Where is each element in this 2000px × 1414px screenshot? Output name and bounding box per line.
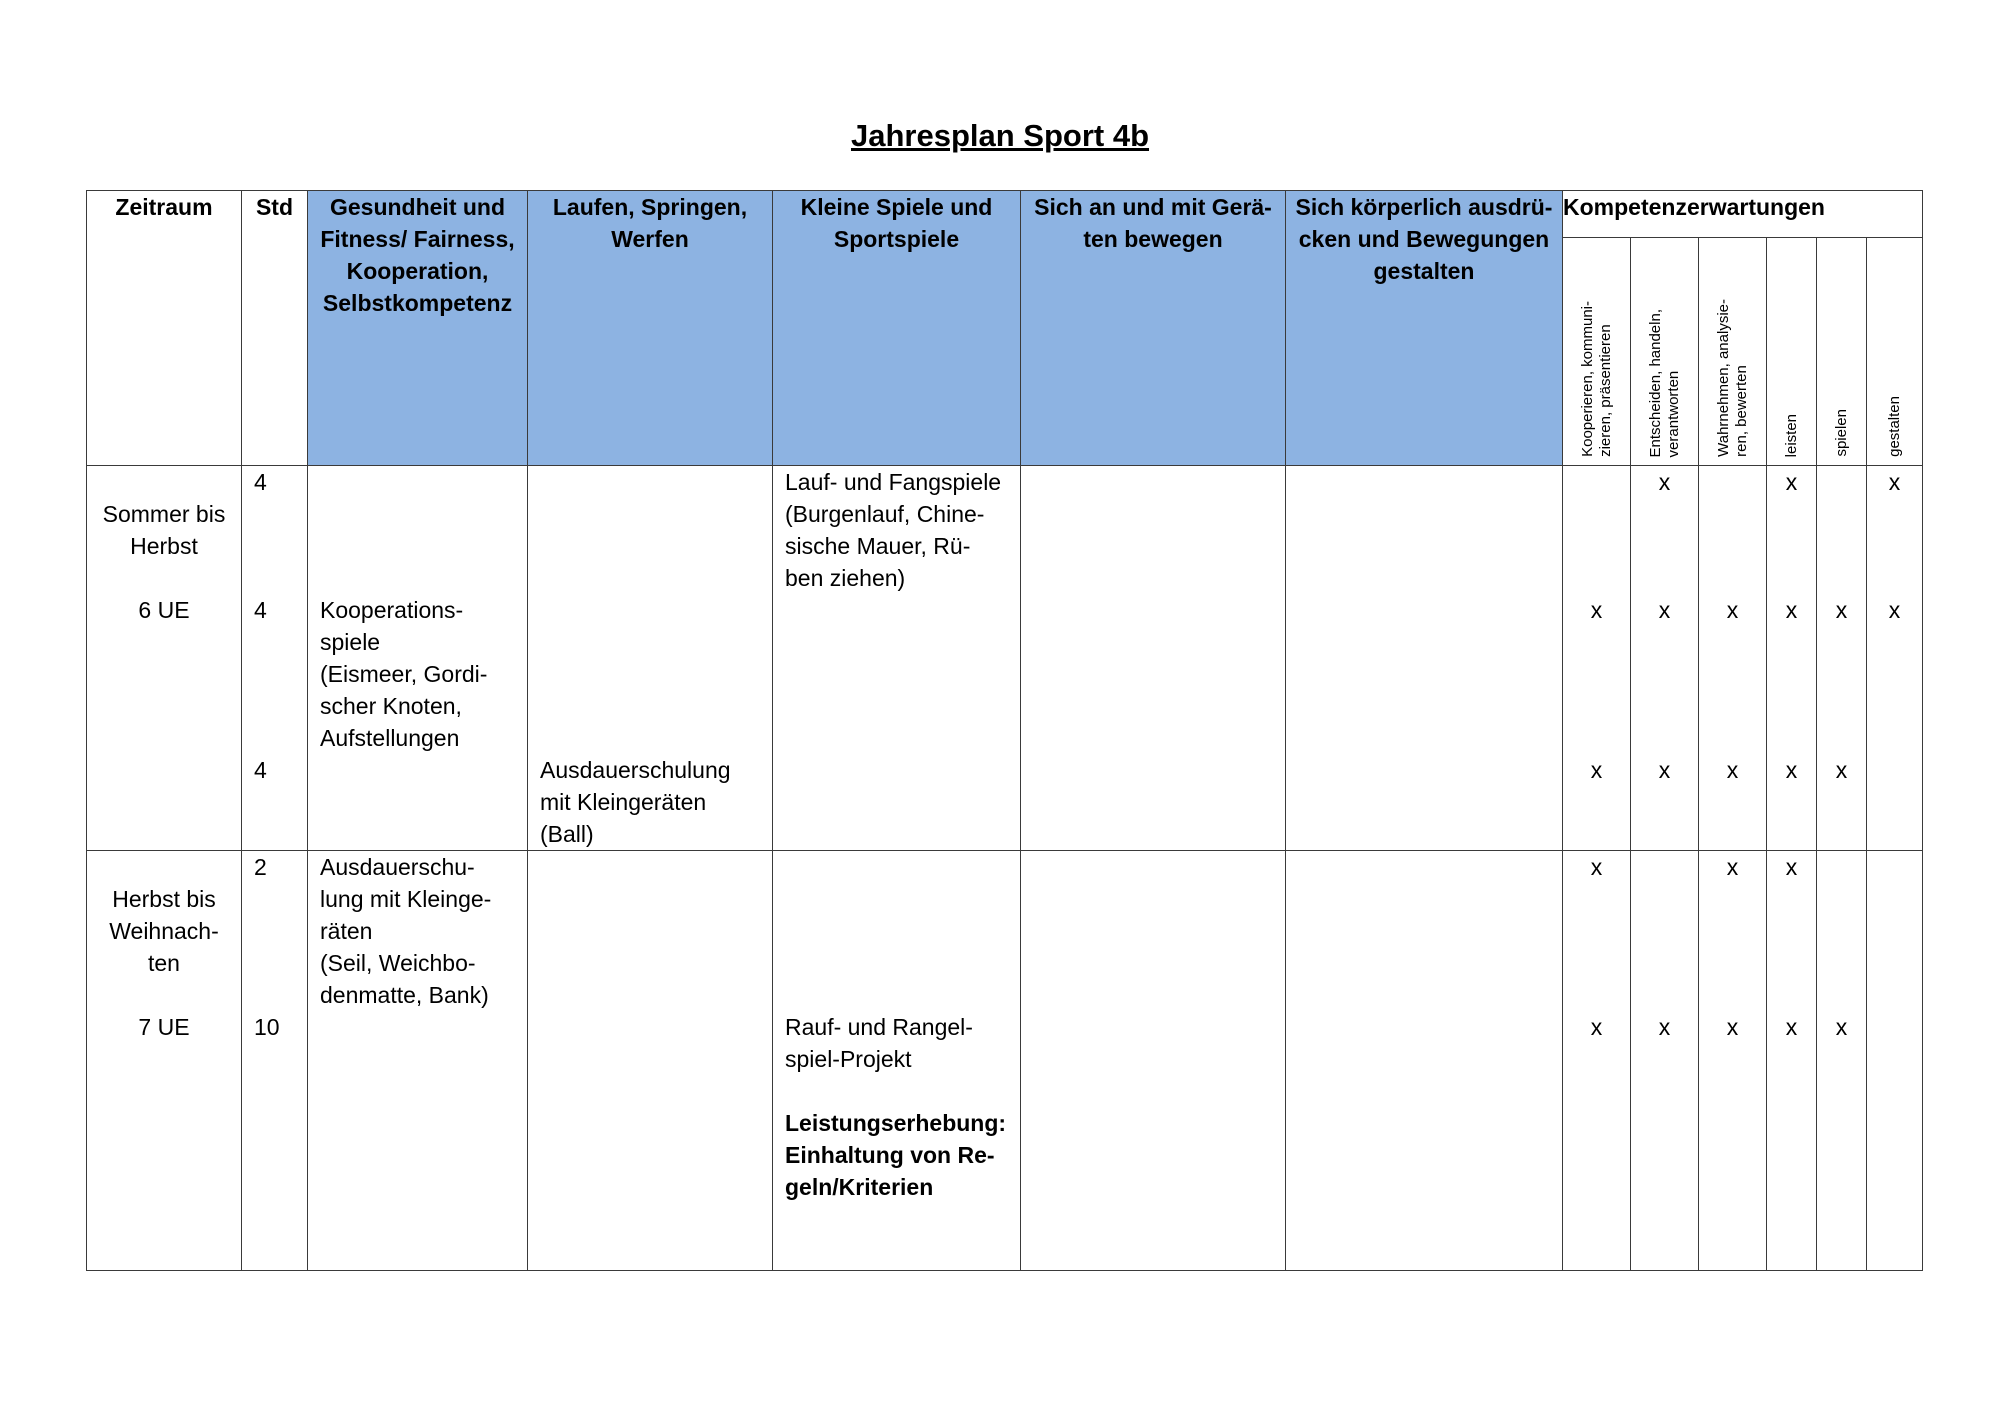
cell-line: [1817, 851, 1866, 883]
header-komp-kooperieren: [1563, 238, 1631, 466]
cell-line: [540, 626, 760, 658]
cell-line: [1699, 562, 1766, 594]
cell-line: [1867, 722, 1922, 754]
annual-plan-table: [86, 190, 1923, 1271]
cell-line: [1699, 979, 1766, 1011]
cell-line: [1867, 947, 1922, 979]
header-komp-spielen: [1817, 238, 1867, 466]
cell-line: [1563, 883, 1630, 915]
cell-line: [1767, 498, 1816, 530]
cell-line: [1817, 883, 1866, 915]
cell-line: [1699, 530, 1766, 562]
header-ausdruecken: [1286, 191, 1563, 466]
cell-line: [1631, 690, 1698, 722]
cell-line: [1867, 690, 1922, 722]
cell-line: [91, 851, 237, 883]
komp-header-line: Wahrnehmen, analysie-: [1714, 299, 1732, 457]
cell-line: [1563, 466, 1630, 498]
cell-line: x: [1785, 469, 1798, 495]
komp-header-line: Kooperieren, kommuni-: [1578, 301, 1596, 457]
cell-line: [1767, 690, 1816, 722]
cell-line: [1867, 626, 1922, 658]
header-line: Fitness/ Fairness,: [320, 226, 515, 252]
header-line: Sportspiele: [833, 226, 960, 252]
cell-line: sische Mauer, Rü-: [785, 533, 971, 559]
cell-komp-leisten: [1767, 466, 1817, 851]
header-line: Sich an und mit Gerä-: [1034, 194, 1272, 220]
cell-std: [242, 466, 308, 851]
cell-laufen: [528, 466, 773, 851]
cell-line: x: [1726, 854, 1739, 880]
cell-line: [540, 562, 760, 594]
cell-line: [1767, 947, 1816, 979]
cell-line: [540, 658, 760, 690]
cell-komp-spielen: [1817, 851, 1867, 1271]
cell-line: [1563, 658, 1630, 690]
cell-line: [254, 626, 295, 658]
header-line: ten bewegen: [1083, 226, 1223, 252]
cell-line: [320, 466, 515, 498]
cell-line: [254, 498, 295, 530]
cell-line: [254, 883, 295, 915]
cell-line: [785, 947, 1008, 979]
cell-komp-entscheiden: [1631, 466, 1699, 851]
cell-line: [1867, 658, 1922, 690]
cell-line: 2: [254, 854, 267, 880]
header-line: Laufen, Springen,: [552, 194, 748, 220]
cell-zeitraum: [87, 851, 242, 1271]
cell-line: Lauf- und Fangspiele: [785, 469, 1002, 495]
cell-line: 4: [254, 469, 267, 495]
cell-line: Kooperations-: [320, 597, 464, 623]
cell-line: scher Knoten,: [320, 693, 462, 719]
cell-line: [1767, 979, 1816, 1011]
cell-line: 7 UE: [138, 1014, 190, 1040]
cell-line: [1563, 915, 1630, 947]
cell-komp-gestalten: [1867, 851, 1923, 1271]
cell-line: ten: [148, 950, 180, 976]
cell-line: [1631, 979, 1698, 1011]
cell-line: [254, 562, 295, 594]
cell-komp-spielen: [1817, 466, 1867, 851]
komp-header-line: gestalten: [1885, 396, 1903, 457]
cell-line: [254, 979, 295, 1011]
cell-line: [1699, 915, 1766, 947]
cell-line: [1817, 626, 1866, 658]
cell-line: x: [1888, 469, 1901, 495]
cell-line: [1767, 530, 1816, 562]
header-kleine-spiele: [773, 191, 1021, 466]
cell-line: x: [1785, 1014, 1798, 1040]
header-line: Werfen: [611, 226, 689, 252]
cell-line: x: [1785, 597, 1798, 623]
cell-line: [1631, 883, 1698, 915]
cell-line: [1867, 851, 1922, 883]
cell-ausdruecken: [1286, 466, 1563, 851]
cell-line: Herbst bis: [112, 886, 216, 912]
cell-line: [1867, 498, 1922, 530]
cell-line: [1817, 658, 1866, 690]
cell-line: [1817, 530, 1866, 562]
header-komp-wahrnehmen: [1699, 238, 1767, 466]
header-komp-leisten: [1767, 238, 1817, 466]
cell-line: x: [1658, 757, 1671, 783]
cell-line: [785, 883, 1008, 915]
cell-line: [91, 979, 237, 1011]
cell-line: x: [1888, 597, 1901, 623]
cell-line: [254, 530, 295, 562]
cell-line: [1817, 690, 1866, 722]
cell-line: [320, 530, 515, 562]
cell-line: x: [1590, 1014, 1603, 1040]
header-laufen: [528, 191, 773, 466]
cell-line: [320, 498, 515, 530]
cell-line: [1699, 466, 1766, 498]
cell-line: Weihnach-: [109, 918, 219, 944]
cell-line: Herbst: [130, 533, 198, 559]
cell-line: [1563, 562, 1630, 594]
header-line: cken und Bewegungen: [1298, 226, 1550, 252]
cell-line: spiele: [320, 629, 381, 655]
cell-line: [1767, 883, 1816, 915]
cell-line: x: [1658, 597, 1671, 623]
cell-geraete: [1021, 851, 1286, 1271]
header-kompetenzerwartungen: Kompetenzerwartungen: [1563, 191, 1923, 238]
cell-line: [785, 1075, 1008, 1107]
cell-line: [1563, 722, 1630, 754]
cell-line: [1867, 1011, 1922, 1043]
cell-komp-gestalten: [1867, 466, 1923, 851]
cell-line: [1867, 915, 1922, 947]
cell-line: [1767, 658, 1816, 690]
cell-line: [1563, 979, 1630, 1011]
cell-line: [540, 498, 760, 530]
cell-line: [1867, 979, 1922, 1011]
cell-line: x: [1658, 1014, 1671, 1040]
cell-line: [1631, 498, 1698, 530]
cell-gesundheit: [308, 466, 528, 851]
header-line: Gesundheit und: [329, 194, 506, 220]
cell-line: [91, 562, 237, 594]
cell-komp-wahrnehmen: [1699, 851, 1767, 1271]
header-line: gestalten: [1373, 258, 1475, 284]
cell-line: x: [1590, 757, 1603, 783]
cell-gesundheit: [308, 851, 528, 1271]
cell-line: [254, 915, 295, 947]
cell-zeitraum: [87, 466, 242, 851]
cell-line: [785, 915, 1008, 947]
cell-line: [254, 658, 295, 690]
cell-line: Leistungserhebung:: [785, 1110, 1007, 1136]
cell-komp-entscheiden: [1631, 851, 1699, 1271]
komp-header-line: verantworten: [1664, 370, 1682, 457]
cell-line: x: [1835, 757, 1848, 783]
cell-line: [1699, 690, 1766, 722]
cell-line: [1817, 947, 1866, 979]
cell-line: 4: [254, 597, 267, 623]
cell-line: [1631, 947, 1698, 979]
cell-line: [1699, 498, 1766, 530]
komp-header-line: zieren, präsentieren: [1596, 324, 1614, 457]
cell-line: ben ziehen): [785, 565, 906, 591]
cell-komp-leisten: [1767, 851, 1817, 1271]
komp-header-line: leisten: [1782, 413, 1800, 457]
cell-line: [320, 562, 515, 594]
header-komp-gestalten: [1867, 238, 1923, 466]
cell-line: [1767, 915, 1816, 947]
cell-line: [1563, 530, 1630, 562]
cell-line: [1699, 722, 1766, 754]
cell-line: 10: [254, 1014, 280, 1040]
cell-kleine-spiele: [773, 466, 1021, 851]
cell-line: [1563, 626, 1630, 658]
cell-line: x: [1658, 469, 1671, 495]
cell-line: [1867, 562, 1922, 594]
cell-line: [1631, 722, 1698, 754]
cell-line: [1867, 530, 1922, 562]
cell-line: [1631, 851, 1698, 883]
cell-line: Rauf- und Rangel-: [785, 1014, 973, 1040]
header-std: Std: [242, 191, 308, 466]
header-geraete: [1021, 191, 1286, 466]
cell-line: [785, 979, 1008, 1011]
header-line: Kooperation,: [346, 258, 489, 284]
cell-line: 4: [254, 757, 267, 783]
cell-line: [254, 947, 295, 979]
cell-line: [540, 690, 760, 722]
cell-line: Sommer bis: [102, 501, 226, 527]
cell-line: mit Kleingeräten: [540, 789, 707, 815]
cell-line: (Seil, Weichbo-: [320, 950, 476, 976]
cell-line: [540, 466, 760, 498]
cell-ausdruecken: [1286, 851, 1563, 1271]
cell-line: [91, 466, 237, 498]
cell-line: [1817, 915, 1866, 947]
cell-komp-kooperieren: [1563, 851, 1631, 1271]
cell-line: [1631, 658, 1698, 690]
cell-line: x: [1590, 854, 1603, 880]
cell-line: [1631, 562, 1698, 594]
cell-line: [1817, 979, 1866, 1011]
cell-line: x: [1726, 597, 1739, 623]
cell-line: Einhaltung von Re-: [785, 1142, 995, 1168]
cell-line: [540, 530, 760, 562]
header-gesundheit: [308, 191, 528, 466]
cell-line: [254, 690, 295, 722]
cell-line: [785, 851, 1008, 883]
page-title: Jahresplan Sport 4b: [850, 118, 1150, 153]
cell-line: [1817, 562, 1866, 594]
cell-line: [1817, 498, 1866, 530]
cell-line: (Eismeer, Gordi-: [320, 661, 488, 687]
cell-komp-kooperieren: [1563, 466, 1631, 851]
cell-std: [242, 851, 308, 1271]
cell-komp-wahrnehmen: [1699, 466, 1767, 851]
cell-line: Ausdauerschu-: [320, 854, 475, 880]
cell-line: x: [1590, 597, 1603, 623]
cell-line: denmatte, Bank): [320, 982, 489, 1008]
cell-line: [1867, 754, 1922, 786]
table-body: [87, 466, 1923, 1271]
header-line: Kleine Spiele und: [800, 194, 993, 220]
cell-line: [540, 722, 760, 754]
header-komp-entscheiden: [1631, 238, 1699, 466]
cell-line: [1767, 562, 1816, 594]
header-line: Selbstkompetenz: [322, 290, 513, 316]
table-row: [87, 466, 1923, 851]
cell-line: Ausdauerschulung: [540, 757, 731, 783]
cell-line: [1699, 658, 1766, 690]
table-row: [87, 851, 1923, 1271]
cell-line: [1563, 498, 1630, 530]
cell-line: [1767, 626, 1816, 658]
cell-line: [1699, 626, 1766, 658]
cell-geraete: [1021, 466, 1286, 851]
cell-line: (Ball): [540, 821, 594, 847]
cell-laufen: [528, 851, 773, 1271]
komp-header-line: ren, bewerten: [1732, 365, 1750, 457]
cell-kleine-spiele: [773, 851, 1021, 1271]
cell-line: Aufstellungen: [320, 725, 460, 751]
cell-line: x: [1726, 1014, 1739, 1040]
cell-line: spiel-Projekt: [785, 1046, 912, 1072]
komp-header-line: Entscheiden, handeln,: [1646, 308, 1664, 457]
cell-line: [1699, 947, 1766, 979]
cell-line: [1699, 883, 1766, 915]
cell-line: x: [1785, 854, 1798, 880]
cell-line: [1631, 626, 1698, 658]
cell-line: [1563, 690, 1630, 722]
cell-line: lung mit Kleinge-: [320, 886, 492, 912]
cell-line: x: [1835, 1014, 1848, 1040]
cell-line: [254, 722, 295, 754]
cell-line: [1817, 466, 1866, 498]
cell-line: räten: [320, 918, 373, 944]
header-line: Sich körperlich ausdrü-: [1295, 194, 1553, 220]
cell-line: x: [1785, 757, 1798, 783]
cell-line: (Burgenlauf, Chine-: [785, 501, 985, 527]
cell-line: [1563, 947, 1630, 979]
cell-line: geln/Kriterien: [785, 1174, 934, 1200]
cell-line: [1767, 722, 1816, 754]
cell-line: [1867, 883, 1922, 915]
cell-line: [1631, 915, 1698, 947]
cell-line: x: [1726, 757, 1739, 783]
cell-line: [1631, 530, 1698, 562]
cell-line: 6 UE: [138, 597, 190, 623]
cell-line: [540, 594, 760, 626]
cell-line: x: [1835, 597, 1848, 623]
cell-line: [1817, 722, 1866, 754]
header-zeitraum: Zeitraum: [87, 191, 242, 466]
komp-header-line: spielen: [1832, 409, 1850, 457]
